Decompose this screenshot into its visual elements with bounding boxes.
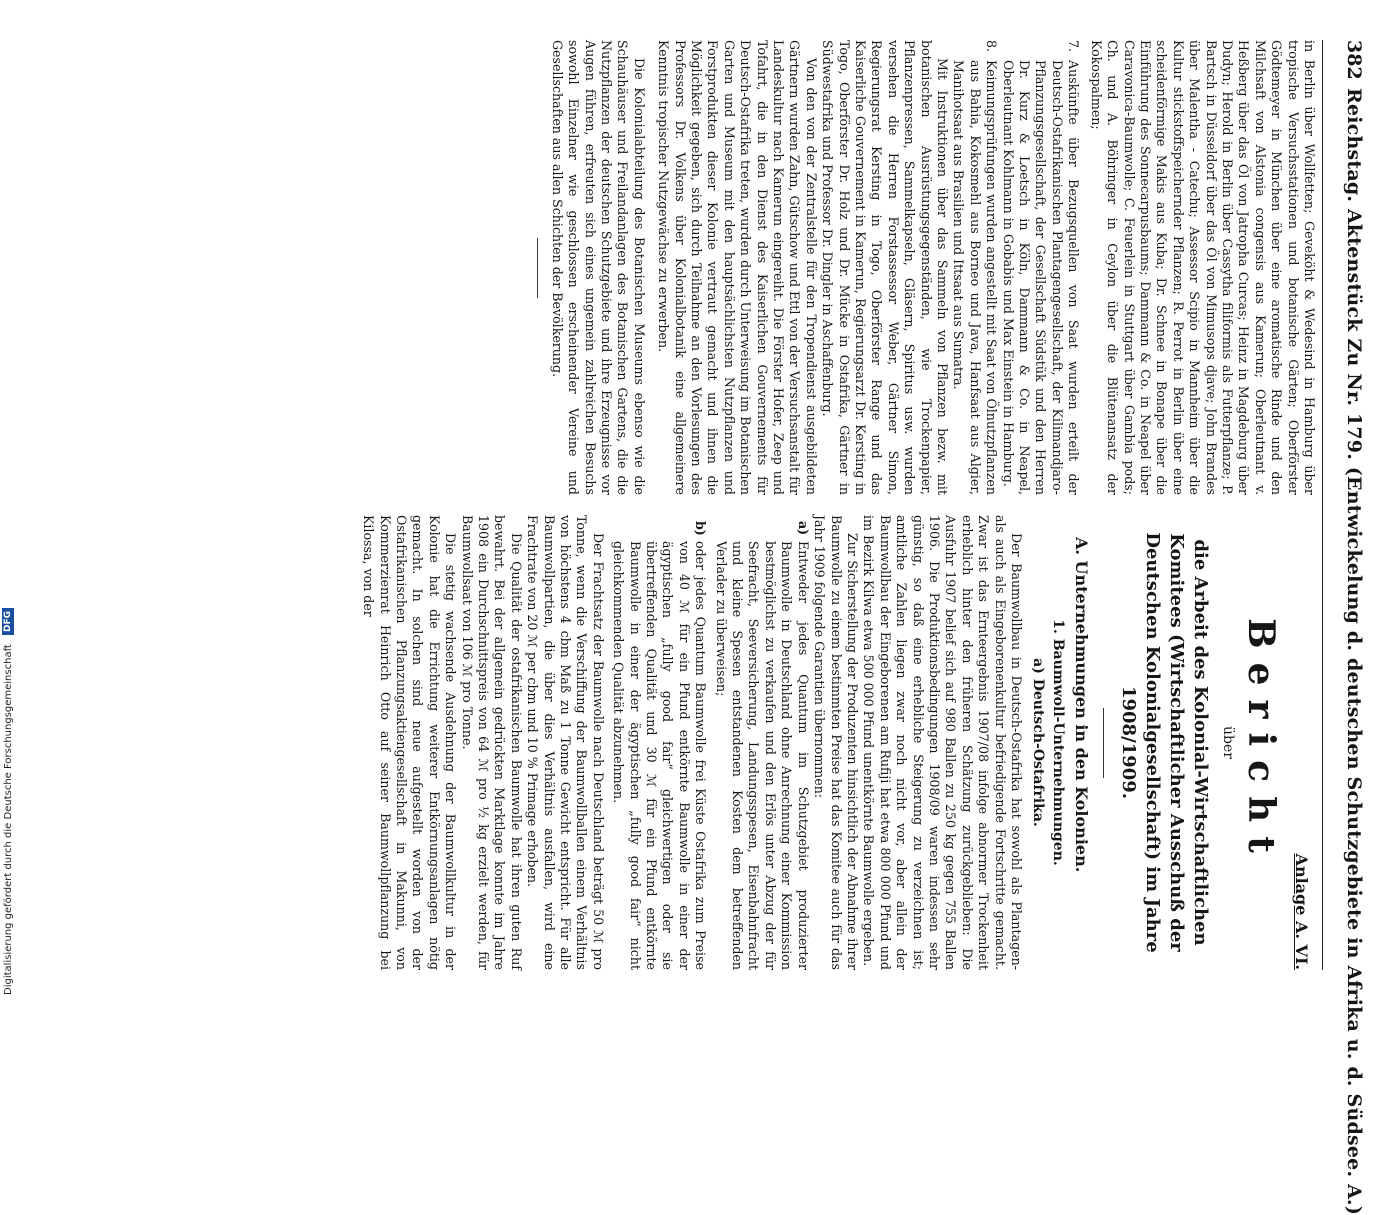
left-column — [527, 40, 1317, 495]
annex-label: Anlage A. VI. — [1292, 853, 1311, 970]
title-connector: über — [1220, 726, 1236, 759]
list-item — [999, 40, 1081, 495]
credit-text: Digitalisierung gefördert durch die Deutsche Forschungsgemeinschaft — [3, 644, 14, 995]
dfg-logo: DFG — [2, 608, 14, 635]
intro-paragraph: in Berlin über Wollfetten; Geveköht & Wedesind in Hamburg über tropische Versuchsstationen und botanische Gärten; Oberförster Gödtemeyer in München über eine aromatische Rinde und den Milchsaft von Alstonia congensis aus Kamerun; Oberleutnant v. Heßberg über das Öl von Jatropha Curcas; Heinz in Magdeburg über Dudyn; Herold in Berlin über Cassytha filiformis als Futterpflanze; P. Bartsch in Düsseldorf über das Öl von Mimusops djave; John Brandes über Malentha - Catechu; Assessor Scipio in Mannheim über die Kultur stickstoffspeichernder Pflanzen; R. Perrot in Berlin über eine scheidenförmige Makis aus Kuba; Dr. Schnee in Bonape über die Einführung des Sonnecarpusbaums; Dammann & Co. in Neapel über Caravonica-Baumwolle; C. Feuerlein in Stuttgart über Gambia pods; Ch. und A. Böhringer in Ceylon über die Blütenansatz der Kokospalmen; — [1088, 40, 1317, 495]
divider — [1103, 708, 1104, 778]
paragraph: Zur Sicherstellung der Produzenten hinsichtlich der Abnahme ihrer Baumwolle zu einem bestimmten Preise hat das Komitee auch für das Jahr 1909 folgende Garantien übernommen: — [812, 515, 860, 970]
page-number: 382 — [1343, 40, 1365, 80]
paragraph: Die Kolonialabteilung des Botanischen Museums ebenso wie die Schauhäuser und Freilandanlagen des Botanischen Gartens, die die Nutzpflanzen der deutschen Schutzgebiete und ihre Erzeugnisse vor Augen führen, erfreuten sich eines ungemein zahlreichen Besuchs sowohl Einzelner wie geschlossen erscheinender Vereine und Gesellschaften aus allen Schichten der Bevölkerung. — [549, 40, 647, 495]
report-subtitle: die Arbeit des Kolonial-Wirtschaftlichen Komitees (Wirtschaftlicher Ausschuß der Deutschen Kolonialgesellschaft) im Jahre 1908/1909. — [1118, 532, 1211, 953]
item-number: 8. — [984, 40, 1000, 53]
item-text: oder jedes Quantum Baumwolle frei Küste Ostafrika zum Preise von 40 ℳ für ein Pfund entkörnte Baumwolle in einer der ägyptischen „fully good fair“ gleichwertigen oder sie übertreffenden Qualität und 30 ℳ für ein Pfund entkörnte Baumwolle in einer der ägyptischen „fully good fair“ nicht gleichkommenden Qualität abzunehmen. — [611, 541, 709, 970]
item-text: Entweder jedes Quantum im Schutzgebiet produzierter Baumwolle in Deutschland ohne Anrechnung einer Kommission bestmöglichst zu verkaufen und den Erlös unter Abzug der für Seefracht, Seeversicherung, Landungsspesen, Eisenbahnfracht und kleine Spesen entstandenen Kosten dem betreffenden Verlader zu überweisen; — [713, 541, 811, 970]
subsection-heading: 1. Baumwoll-Unternehmungen. — [1050, 619, 1066, 866]
page-header — [1323, 40, 1373, 1215]
list-item — [610, 515, 708, 970]
digitization-credit — [2, 0, 20, 995]
item-letter: a) — [795, 521, 811, 536]
paragraph: Die Qualität der ostafrikanischen Baumwolle hat ihren guten Ruf bewahrt. Bei der allgemein gedrückten Marktlage konnte im Jahre 1908 ein Durchschnittspreis von 64 ℳ pro ½ kg erzielt werden, für Baumwollsaat von 106 ℳ pro Tonne. — [459, 515, 524, 970]
paragraph: Die stetig wachsende Ausdehnung der Baumwollkultur in der Kolonie hat die Errichtung weiterer Entkörnungsanlagen nötig gemacht. In solchen sind neue aufgestellt worden von der Ostafrikanischen Pflanzungsaktiengesellschaft in Makunni, von Kommerzienrat Heinrich Otto auf seiner Baumwollpflanzung bei Kilossa, von der — [361, 515, 459, 970]
paragraph: Von den von der Zentralstelle für den Tropendienst ausgebildeten Gärtnern wurden Zahn, Gütschow und Ettl von der Versuchsanstalt für Landeskultur nach Kamerun eingereiht. Die Förster Hofer, Zeep und Tofahrt, die in den Dienst des Kaiserlichen Gouvernements für Deutsch-Ostafrika treten, wurden durch Unterweisung im Botanischen Garten und Museum mit den hauptsächlichsten Nutzpflanzen und Forstprodukten dieser Kolonie vertraut gemacht und ihnen die Möglichkeit gegeben, sich durch Teilnahme an den Vorlesungen des Professors Dr. Volkens über Kolonialbotanik eine allgemeinere Kenntnis tropischer Nutzgewächse zu erwerben. — [656, 40, 819, 495]
header-rule — [1322, 40, 1323, 970]
item-text: Keimungsprüfungen wurden angestellt mit Saat von Ölnutzpflanzen aus Bahia, Kokosmehl aus Borneo und Java, Hanfsaat aus Algier, Manihotsaat aus Brasilien und Ittsaat aus Sumatra. — [951, 60, 1000, 495]
item-letter: b) — [693, 521, 709, 536]
item-number: 7. — [1066, 40, 1082, 53]
paragraph: Mit Instruktionen über das Sammeln von Pflanzen bezw. mit botanischen Ausrüstungsgegenständen, wie Trockenpapier, Pflanzenpressen, Sammelkapseln, Gläsern, Spiritus usw. wurden versehen die Herren Forstassessor Weber, Gärtner Simon, Regierungsrat Kersting in Togo, Oberförster Range und das Kaiserliche Gouvernement in Kamerun, Regierungsarzt Dr. Kersting in Togo, Oberförster Dr. Holz und Dr. Mücke in Ostafrika, Gärtner in Südwestafrika und Professor Dr. Dingler in Aschaffenburg. — [820, 40, 951, 495]
running-head: Reichstag. Aktenstück Zu Nr. 179. (Entwickelung d. deutschen Schutzgebiete in Afrika u. d. Südsee. A.) — [1343, 88, 1365, 1215]
subsection-heading: a) Deutsch-Ostafrika. — [1030, 658, 1046, 827]
paragraph: Der Baumwollbau in Deutsch-Ostafrika hat sowohl als Plantagen- als auch als Eingeborenenkultur befriedigende Fortschritte gemacht. Zwar ist das Ernteergebnis 1907/08 infolge abnormer Trockenheit erheblich hinter den früheren Schätzung zurückgeblieben: Die Ausfuhr 1907 belief sich auf 980 Ballen zu 250 kg gegen 755 Ballen 1906. Die Produktionsbedingungen 1908/09 waren indessen sehr günstig, so daß eine erhebliche Steigerung zu verzeichnen ist; amtliche Zahlen liegen zwar noch nicht vor, aber allein der Baumwollbau der Eingeborenen am Rufiji hat etwa 800 000 Pfund und im Bezirk Kilwa etwa 500 000 Pfund unentkörnte Baumwolle ergeben. — [861, 515, 1024, 970]
divider — [537, 238, 538, 298]
list-item — [712, 515, 810, 970]
numbered-list — [950, 40, 1081, 495]
list-item — [950, 40, 999, 495]
report-title: Bericht — [1240, 618, 1282, 867]
item-text: Auskünfte über Bezugsquellen von Saat wurden erteilt der Deutsch-Ostafrikanischen Plantagengesellschaft, der Kilimandjaro-Pflanzungsgesellschaft, der Gesellschaft Südstük und den Herren Dr. Kurz & Loetsch in Köln, Dammann & Co. in Neapel, Oberleutnant Kohlmann in Gobabis und Max Einstein in Hamburg. — [1000, 60, 1082, 495]
section-heading: A. Unternehmungen in den Kolonien. — [1072, 537, 1091, 873]
paragraph: Der Frachtsatz der Baumwolle nach Deutschland beträgt 50 ℳ pro Tonne, wenn die Verschiffung der Baumwollballen einem Verhältnis von höchstens 4 cbm Maß zu 1 Tonne Gewicht entspricht. Für alle Baumwollpartien, die über dies Verhältnis ausfallen, wird eine Frachtrate von 20 ℳ per cbm und 10 % Primage erhoben. — [525, 515, 606, 970]
right-column — [360, 515, 1317, 970]
